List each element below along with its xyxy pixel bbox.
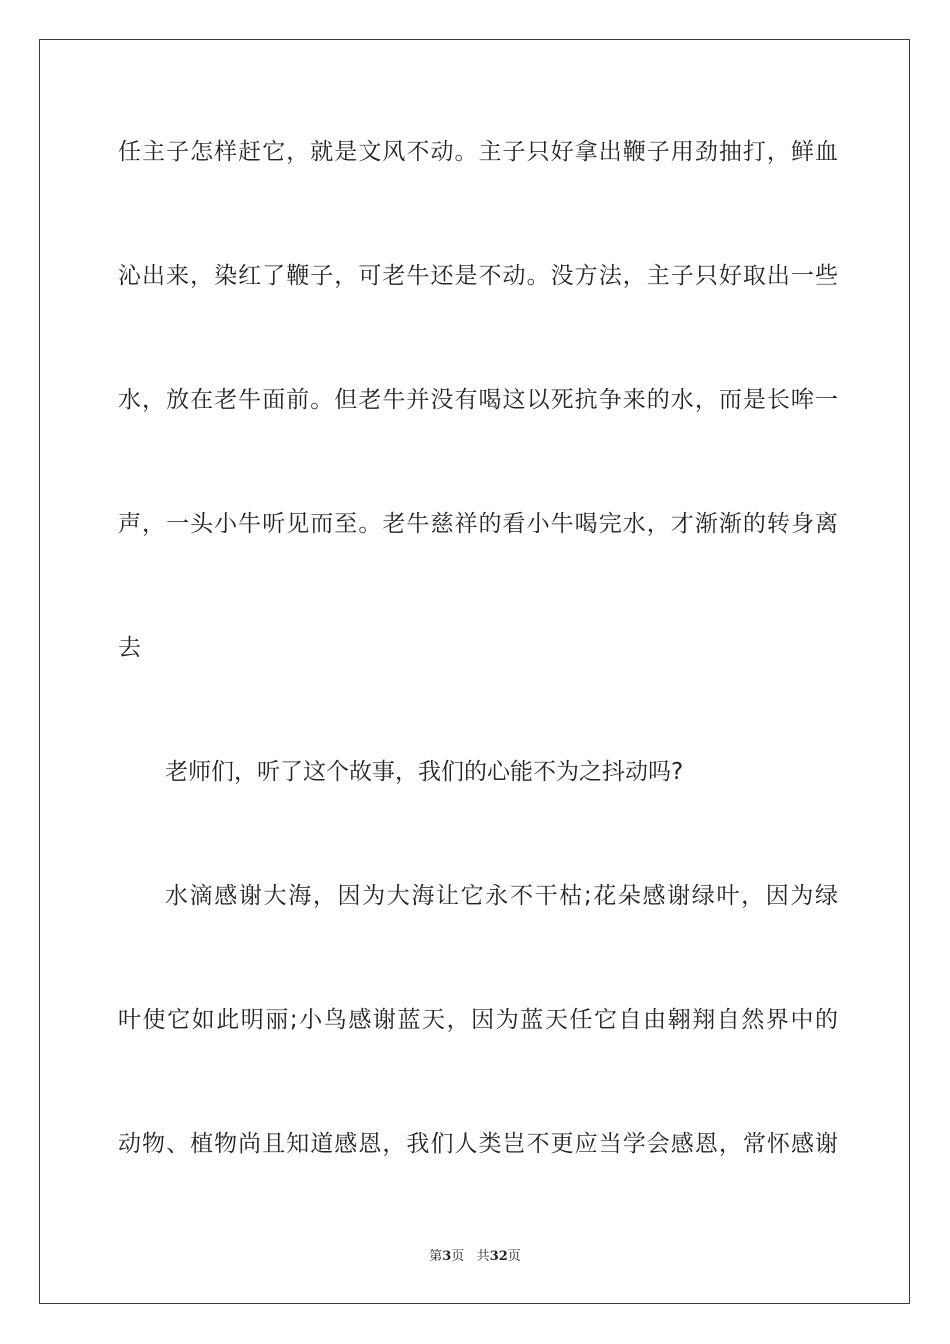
total-pages: 32: [489, 1249, 508, 1264]
page-suffix: 页: [451, 1249, 465, 1264]
page-number: 3: [442, 1249, 452, 1264]
paragraph-line-gratitude-3: 动物、植物尚且知道感恩，我们人类岂不更应当学会感恩，常怀感谢: [118, 1131, 838, 1157]
page-prefix: 第: [429, 1249, 443, 1264]
paragraph-line-question: 老师们，听了这个故事，我们的心能不为之抖动吗?: [165, 759, 684, 785]
body-line-5: 去: [118, 635, 141, 661]
paragraph-line-gratitude-1: 水滴感谢大海，因为大海让它永不干枯;花朵感谢绿叶，因为绿: [165, 883, 838, 909]
total-prefix: 共: [476, 1249, 490, 1264]
total-suffix: 页: [507, 1249, 521, 1264]
body-line-2: 沁出来，染红了鞭子，可老牛还是不动。没方法，主子只好取出一些: [118, 263, 838, 289]
page-border: [39, 39, 910, 1304]
body-line-4: 声，一头小牛听见而至。老牛慈祥的看小牛喝完水，才渐渐的转身离: [118, 511, 838, 537]
paragraph-line-gratitude-2: 叶使它如此明丽;小鸟感谢蓝天，因为蓝天任它自由翱翔自然界中的: [118, 1007, 838, 1033]
body-line-1: 任主子怎样赶它，就是文风不动。主子只好拿出鞭子用劲抽打，鲜血: [118, 139, 838, 165]
page-footer: [0, 1248, 950, 1266]
body-line-3: 水，放在老牛面前。但老牛并没有喝这以死抗争来的水，而是长哞一: [118, 387, 838, 413]
